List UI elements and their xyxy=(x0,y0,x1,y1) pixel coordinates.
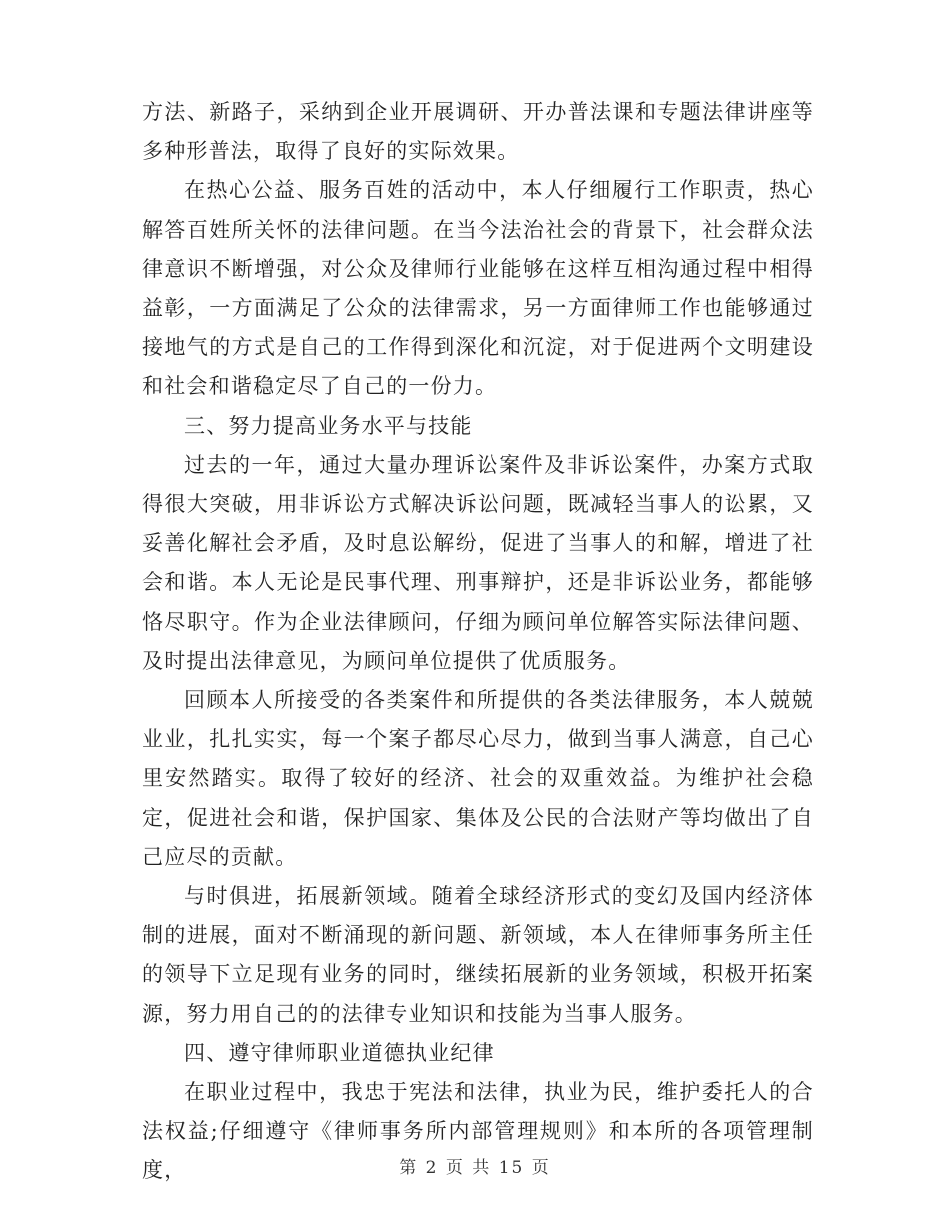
paragraph-1: 方法、新路子，采纳到企业开展调研、开办普法课和专题法律讲座等多种形普法，取得了良好的实际效果。 xyxy=(142,100,814,164)
document-body xyxy=(142,93,814,1191)
section-heading-4: 四、遵守律师职业道德执业纪律 xyxy=(184,1040,495,1065)
page-number-footer: 第 2 页 共 15 页 xyxy=(399,1158,551,1178)
paragraph-2: 在热心公益、服务百姓的活动中，本人仔细履行工作职责，热心解答百姓所关怀的法律问题。在当今法治社会的背景下，社会群众法律意识不断增强，对公众及律师行业能够在这样互相沟通过程中相得益彰，一方面满足了公众的法律需求，另一方面律师工作也能够通过接地气的方式是自己的工作得到深化和沉淀，对于促进两个文明建设和社会和谐稳定尽了自己的一份力。 xyxy=(142,178,814,399)
paragraph-8: 在职业过程中，我忠于宪法和法律，执业为民，维护委托人的合法权益;仔细遵守《律师事务所内部管理规则》和本所的各项管理制度， xyxy=(142,1080,814,1183)
paragraph-5: 回顾本人所接受的各类案件和所提供的各类法律服务，本人兢兢业业，扎扎实实，每一个案子都尽心尽力，做到当事人满意，自己心里安然踏实。取得了较好的经济、社会的双重效益。为维护社会稳定，促进社会和谐，保护国家、集体及公民的合法财产等均做出了自己应尽的贡献。 xyxy=(142,688,814,869)
section-heading-3: 三、努力提高业务水平与技能 xyxy=(184,413,473,438)
paragraph-6: 与时俱进，拓展新领域。随着全球经济形式的变幻及国内经济体制的进展，面对不断涌现的新问题、新领域，本人在律师事务所主任的领导下立足现有业务的同时，继续拓展新的业务领域，积极开拓案源，努力用自己的的法律专业知识和技能为当事人服务。 xyxy=(142,884,814,1026)
paragraph-4: 过去的一年，通过大量办理诉讼案件及非诉讼案件，办案方式取得很大突破，用非诉讼方式解决诉讼问题，既减轻当事人的讼累，又妥善化解社会矛盾，及时息讼解纷，促进了当事人的和解，增进了社会和谐。本人无论是民事代理、刑事辩护，还是非诉讼业务，都能够恪尽职守。作为企业法律顾问，仔细为顾问单位解答实际法律问题、及时提出法律意见，为顾问单位提供了优质服务。 xyxy=(142,452,814,673)
